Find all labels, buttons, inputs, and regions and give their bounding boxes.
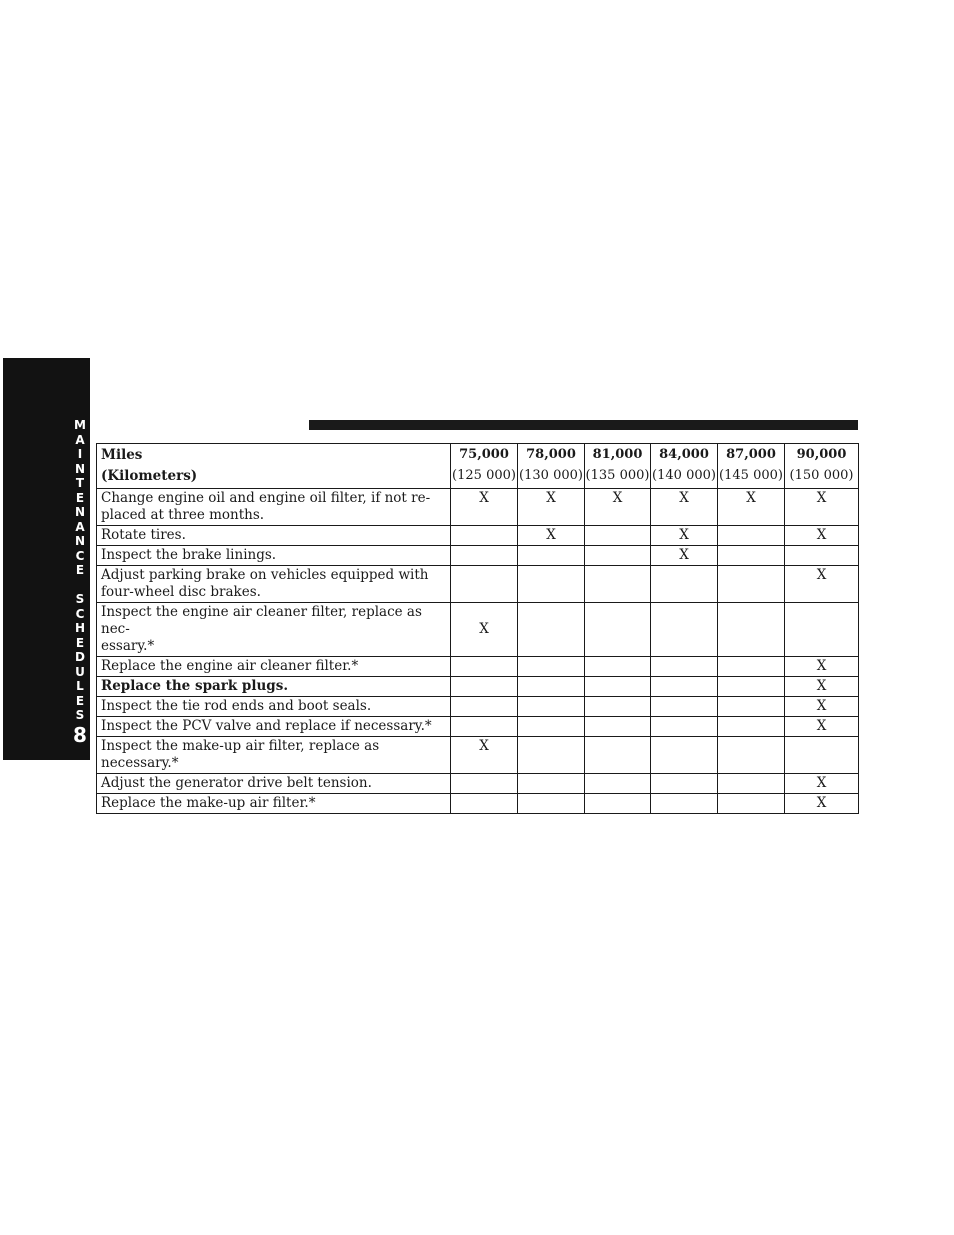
service-mark: X xyxy=(785,794,859,814)
empty-cell xyxy=(451,526,518,546)
empty-cell xyxy=(451,774,518,794)
interval-kilometers: (125 000) xyxy=(452,468,516,483)
service-mark: X xyxy=(451,737,518,774)
empty-cell xyxy=(651,657,718,677)
empty-cell xyxy=(518,697,585,717)
side-tab-letter: E xyxy=(75,490,85,505)
interval-miles: 81,000 xyxy=(592,447,643,462)
chapter-number: 8 xyxy=(73,722,87,747)
service-task-cell: Adjust the generator drive belt tension. xyxy=(97,774,451,794)
header-label-cell xyxy=(97,444,451,489)
service-task-cell: Inspect the tie rod ends and boot seals. xyxy=(97,697,451,717)
empty-cell xyxy=(651,697,718,717)
service-task-cell: Inspect the PCV valve and replace if necessary.* xyxy=(97,717,451,737)
empty-cell xyxy=(451,717,518,737)
empty-cell xyxy=(518,657,585,677)
service-mark: X xyxy=(785,717,859,737)
side-tab-letter: U xyxy=(75,664,85,679)
service-mark: X xyxy=(651,546,718,566)
service-mark: X xyxy=(651,489,718,526)
interval-miles: 84,000 xyxy=(659,447,709,462)
interval-miles: 90,000 xyxy=(796,447,847,462)
service-mark: X xyxy=(785,526,859,546)
empty-cell xyxy=(585,794,651,814)
empty-cell xyxy=(718,546,785,566)
empty-cell xyxy=(651,737,718,774)
empty-cell xyxy=(451,697,518,717)
interval-kilometers: (130 000) xyxy=(519,468,583,483)
side-tab-letter: C xyxy=(75,606,85,621)
empty-cell xyxy=(651,677,718,697)
side-tab-letter: N xyxy=(74,505,86,519)
interval-kilometers: (140 000) xyxy=(652,468,716,483)
side-tab-letter: A xyxy=(75,519,85,534)
service-mark: X xyxy=(451,489,518,526)
empty-cell xyxy=(585,566,651,603)
interval-header-cell xyxy=(518,444,585,489)
side-tab-letter: S xyxy=(75,592,85,606)
service-mark: X xyxy=(585,489,651,526)
side-tab-letter: L xyxy=(76,679,84,693)
interval-kilometers: (135 000) xyxy=(585,468,650,483)
empty-cell xyxy=(585,603,651,657)
kilometers-label: (Kilometers) xyxy=(101,468,198,484)
empty-cell xyxy=(518,603,585,657)
table-row xyxy=(97,489,859,526)
miles-label: Miles xyxy=(101,447,143,463)
interval-header-cell xyxy=(651,444,718,489)
side-tab-letter: N xyxy=(74,461,86,476)
empty-cell xyxy=(518,717,585,737)
table-row xyxy=(97,546,859,566)
service-task-cell: Replace the spark plugs. xyxy=(97,677,451,697)
table-row xyxy=(97,526,859,546)
side-tab-letter: E xyxy=(75,563,85,577)
empty-cell xyxy=(718,737,785,774)
header-rule xyxy=(309,420,858,430)
interval-header-cell xyxy=(718,444,785,489)
empty-cell xyxy=(651,603,718,657)
empty-cell xyxy=(718,657,785,677)
side-tab-letter: C xyxy=(75,548,85,563)
empty-cell xyxy=(785,737,859,774)
empty-cell xyxy=(451,657,518,677)
side-tab-letter: I xyxy=(77,447,83,461)
service-mark: X xyxy=(785,774,859,794)
service-task-cell: Inspect the make-up air filter, replace as necessary.* xyxy=(97,737,451,774)
empty-cell xyxy=(585,737,651,774)
empty-cell xyxy=(451,794,518,814)
empty-cell xyxy=(518,794,585,814)
table-row xyxy=(97,737,859,774)
interval-miles: 75,000 xyxy=(459,447,509,462)
side-tab-letter: H xyxy=(74,621,86,635)
service-task-cell: Rotate tires. xyxy=(97,526,451,546)
table-header-row xyxy=(97,444,859,489)
empty-cell xyxy=(718,677,785,697)
service-mark: X xyxy=(518,489,585,526)
empty-cell xyxy=(651,774,718,794)
empty-cell xyxy=(718,774,785,794)
service-task-cell: Adjust parking brake on vehicles equipped with four-wheel disc brakes. xyxy=(97,566,451,603)
table-row xyxy=(97,603,859,657)
empty-cell xyxy=(718,794,785,814)
maintenance-schedule-table xyxy=(96,443,859,814)
empty-cell xyxy=(651,566,718,603)
empty-cell xyxy=(718,717,785,737)
side-tab-letter: N xyxy=(74,534,86,548)
interval-kilometers: (150 000) xyxy=(789,468,854,483)
interval-header-cell xyxy=(785,444,859,489)
empty-cell xyxy=(585,657,651,677)
empty-cell xyxy=(785,603,859,657)
empty-cell xyxy=(651,794,718,814)
empty-cell xyxy=(518,774,585,794)
service-mark: X xyxy=(785,697,859,717)
service-task-cell: Change engine oil and engine oil filter, if not re- placed at three months. xyxy=(97,489,451,526)
table-row xyxy=(97,677,859,697)
service-mark: X xyxy=(451,603,518,657)
side-tab-letter: D xyxy=(75,650,85,664)
side-tab-letter: E xyxy=(75,693,85,708)
empty-cell xyxy=(651,717,718,737)
service-mark: X xyxy=(651,526,718,546)
table-row xyxy=(97,657,859,677)
empty-cell xyxy=(585,677,651,697)
table-row xyxy=(97,717,859,737)
table-row xyxy=(97,794,859,814)
empty-cell xyxy=(451,677,518,697)
side-tab-letter: E xyxy=(75,635,85,650)
service-mark: X xyxy=(785,677,859,697)
empty-cell xyxy=(585,717,651,737)
empty-cell xyxy=(518,677,585,697)
side-tab-letter: M xyxy=(74,418,86,432)
service-mark: X xyxy=(785,657,859,677)
interval-miles: 87,000 xyxy=(726,447,776,462)
empty-cell xyxy=(518,566,585,603)
service-mark: X xyxy=(718,489,785,526)
empty-cell xyxy=(785,546,859,566)
service-mark: X xyxy=(518,526,585,546)
interval-header-cell xyxy=(585,444,651,489)
table-row xyxy=(97,566,859,603)
empty-cell xyxy=(718,526,785,546)
interval-header-cell xyxy=(451,444,518,489)
table-row xyxy=(97,774,859,794)
chapter-tab-label xyxy=(70,418,90,746)
empty-cell xyxy=(518,546,585,566)
service-mark: X xyxy=(785,489,859,526)
side-tab-letter: A xyxy=(75,432,85,447)
empty-cell xyxy=(718,566,785,603)
service-mark: X xyxy=(785,566,859,603)
service-task-cell: Inspect the brake linings. xyxy=(97,546,451,566)
interval-kilometers: (145 000) xyxy=(719,468,783,483)
service-task-cell: Replace the make-up air filter.* xyxy=(97,794,451,814)
side-tab-letter: T xyxy=(75,476,85,490)
empty-cell xyxy=(451,546,518,566)
empty-cell xyxy=(518,737,585,774)
empty-cell xyxy=(585,546,651,566)
interval-miles: 78,000 xyxy=(526,447,576,462)
empty-cell xyxy=(585,526,651,546)
empty-cell xyxy=(718,603,785,657)
service-task-cell: Replace the engine air cleaner filter.* xyxy=(97,657,451,677)
side-tab-letter: S xyxy=(75,708,85,722)
empty-cell xyxy=(718,697,785,717)
empty-cell xyxy=(451,566,518,603)
empty-cell xyxy=(585,774,651,794)
table-row xyxy=(97,697,859,717)
empty-cell xyxy=(585,697,651,717)
service-task-cell: Inspect the engine air cleaner filter, replace as nec- essary.* xyxy=(97,603,451,657)
